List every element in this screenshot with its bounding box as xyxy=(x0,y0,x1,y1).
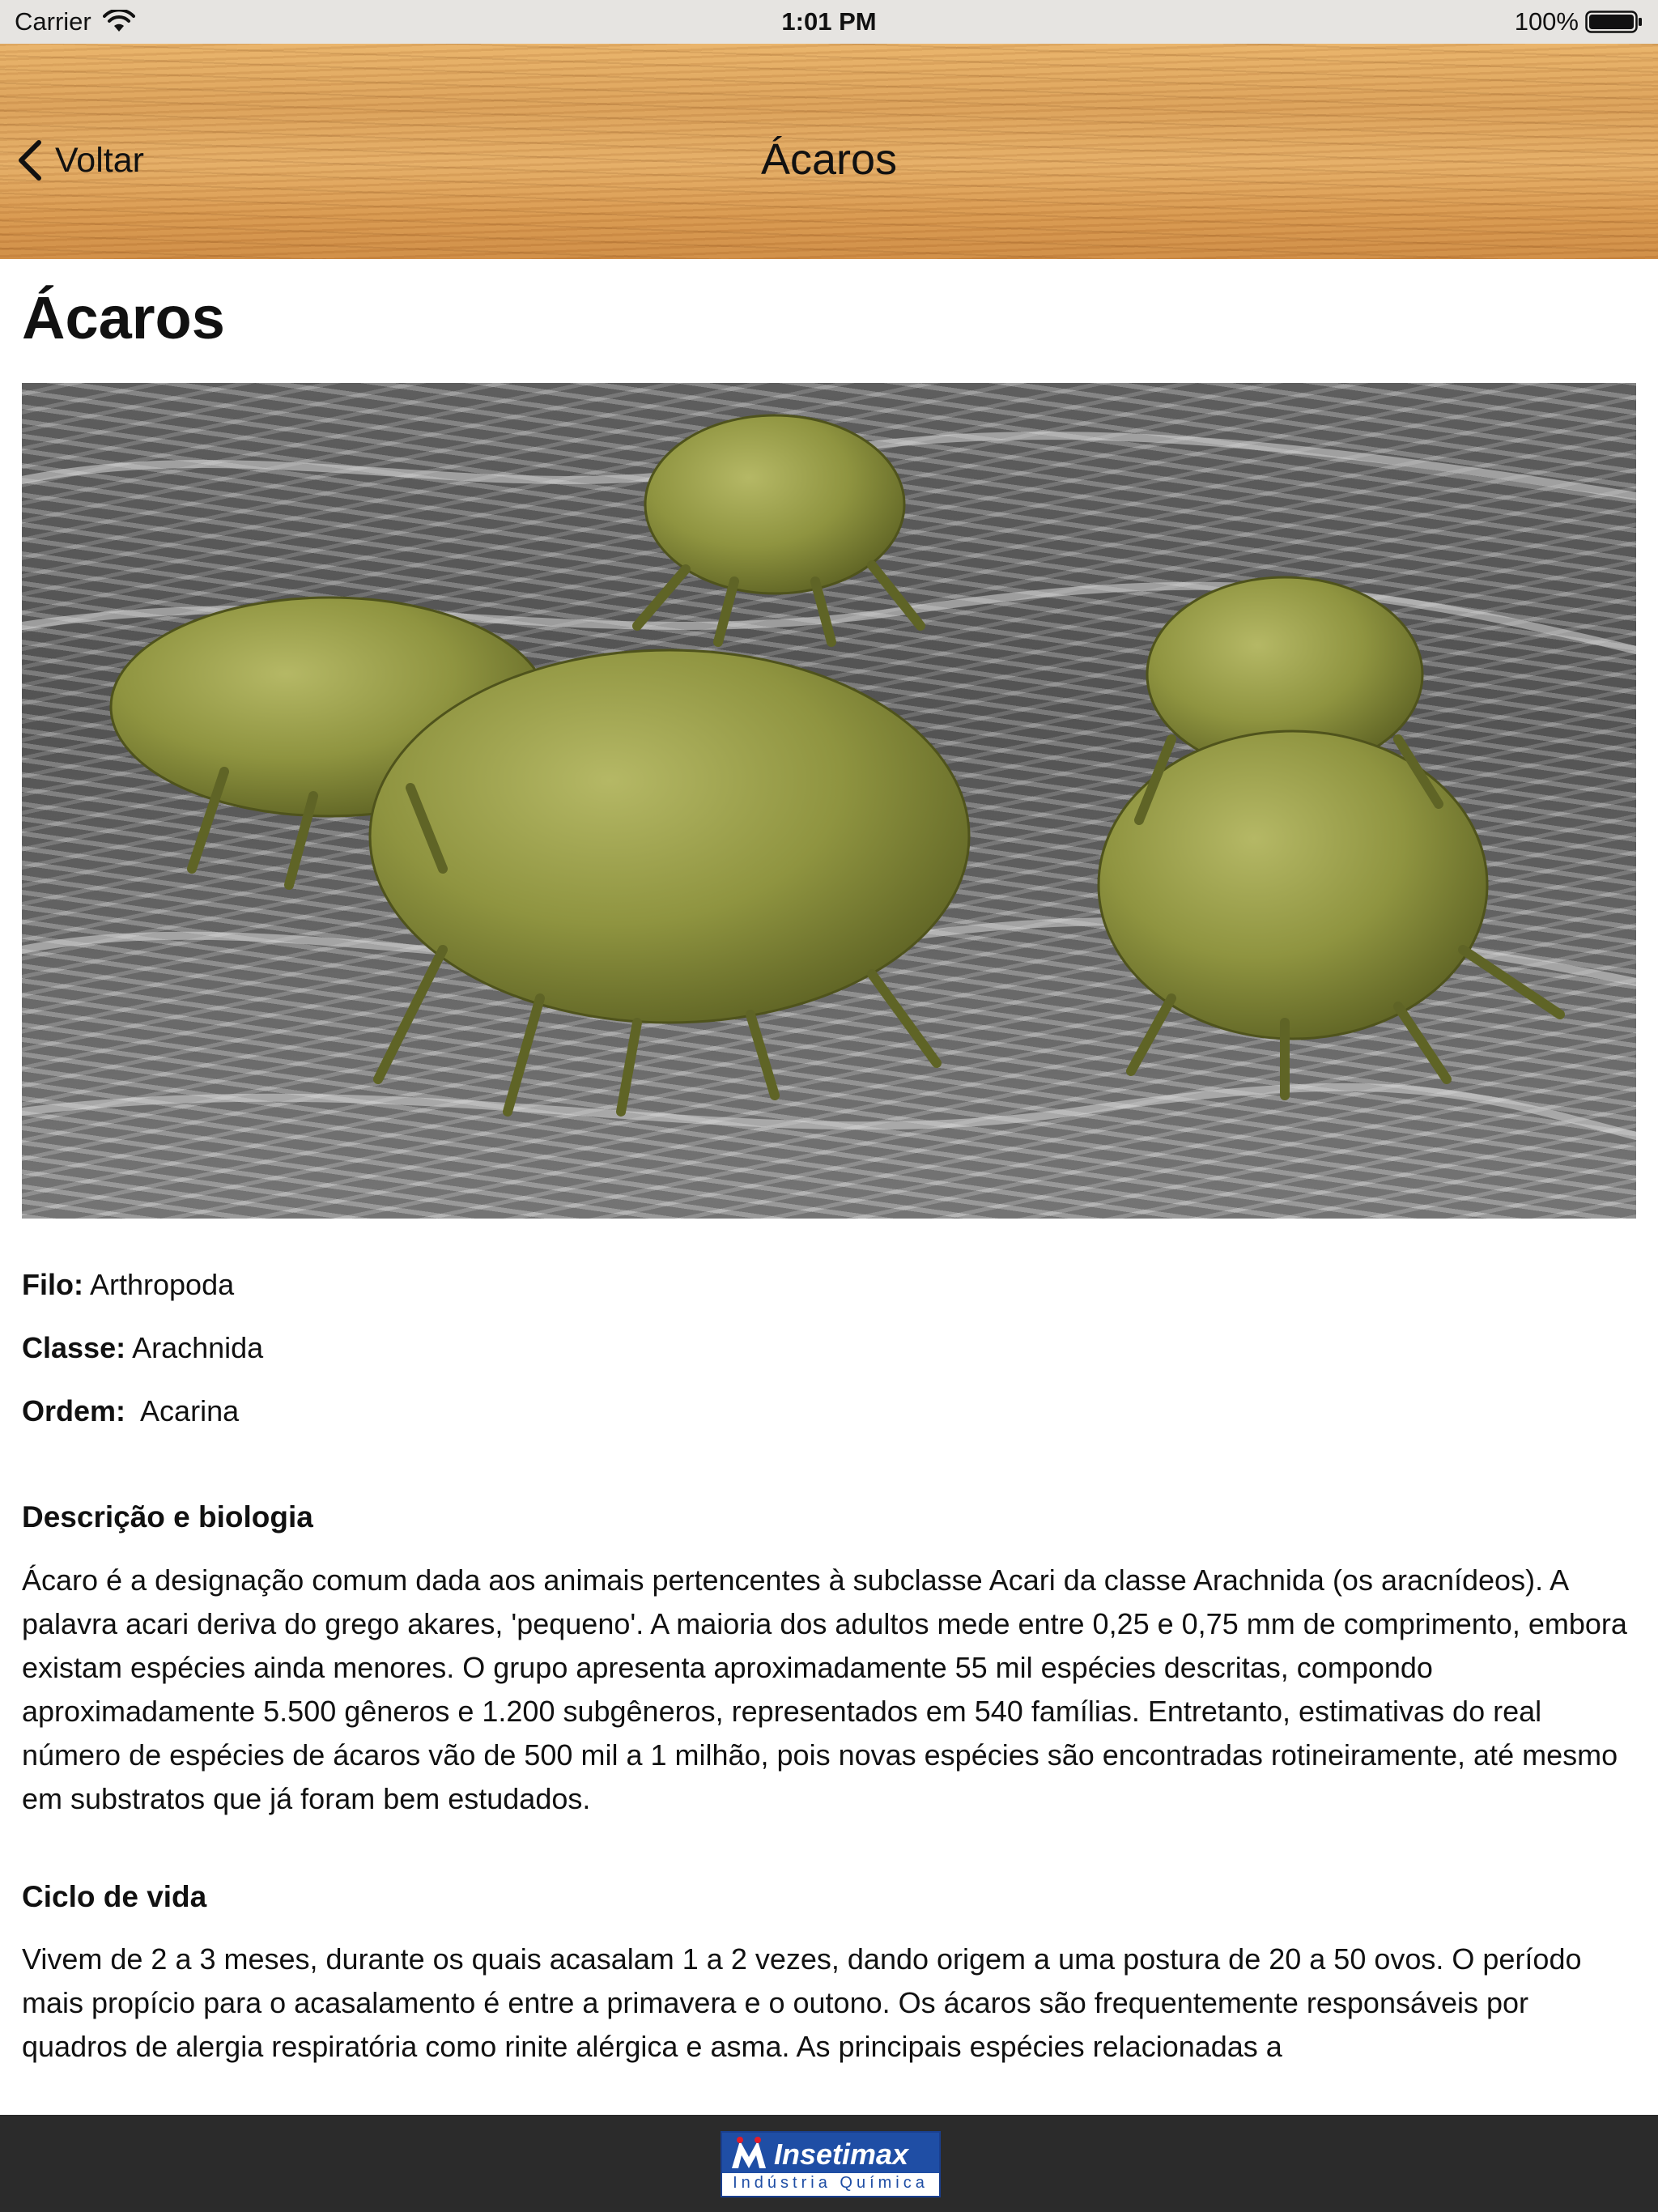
logo-band xyxy=(722,2133,939,2173)
section-text: Vivem de 2 a 3 meses, durante os quais acasalam 1 a 2 vezes, dando origem a uma postura de 20 a 50 ovos. O período mais propício para o acasalamento é entre a primavera e o outono. Os ácaros são frequentemente responsáveis por quadros de alergia respiratória como rinite alérgica e asma. As principais espécies relacionadas a xyxy=(22,1942,1582,2063)
section-description xyxy=(22,1499,1638,1820)
section-title: Ciclo de vida xyxy=(22,1879,207,1913)
mite-4 xyxy=(370,650,969,1023)
mites-illustration xyxy=(22,383,1636,1219)
navigation-bar xyxy=(0,44,1658,259)
logo-subtitle: Indústria Química xyxy=(733,2174,929,2192)
nav-title: Ácaros xyxy=(760,135,898,184)
status-time: 1:01 PM xyxy=(781,7,877,36)
back-label: Voltar xyxy=(55,140,144,180)
battery-percent: 100% xyxy=(1514,7,1579,36)
battery-icon xyxy=(1585,8,1643,36)
taxon-classe: Classe: Arachnida xyxy=(22,1330,264,1364)
logo-mark-icon xyxy=(729,2136,769,2170)
footer-bar xyxy=(0,2115,1658,2212)
section-text: Ácaro é a designação comum dada aos animais pertencentes à subclasse Acari da classe Arachnida (os aracnídeos). A palavra acari deriva do grego akares, 'pequeno'. A maioria dos adultos mede entre 0,25 e 0,75 mm de comprimento, embora existam espécies ainda menores. O grupo apresenta aproximadamente 55 mil espécies descritas, compondo aproximadamente 5.500 gêneros e 1.200 subgêneros, representados em 540 famílias. Entretanto, estimativas do real número de espécies de ácaros vão de 500 mil a 1 milhão, pois novas espécies são encontradas rotineiramente, até mesmo em substratos que já foram bem estudados. xyxy=(22,1563,1627,1815)
taxonomy xyxy=(22,1269,1638,1427)
taxon-ordem: Ordem: Acarina xyxy=(22,1393,240,1427)
logo-name: Insetimax xyxy=(774,2138,909,2171)
hero-image xyxy=(22,383,1636,1219)
content-scroll[interactable] xyxy=(22,259,1638,2115)
section-life-cycle xyxy=(22,1879,1638,2069)
carrier-label: Carrier xyxy=(15,7,91,36)
status-bar xyxy=(0,0,1658,44)
insetimax-logo[interactable] xyxy=(721,2131,941,2197)
taxon-filo: Filo: Arthropoda xyxy=(22,1268,235,1302)
section-title: Descrição e biologia xyxy=(22,1500,313,1534)
page-title: Ácaros xyxy=(22,284,225,351)
status-right xyxy=(1515,7,1643,36)
